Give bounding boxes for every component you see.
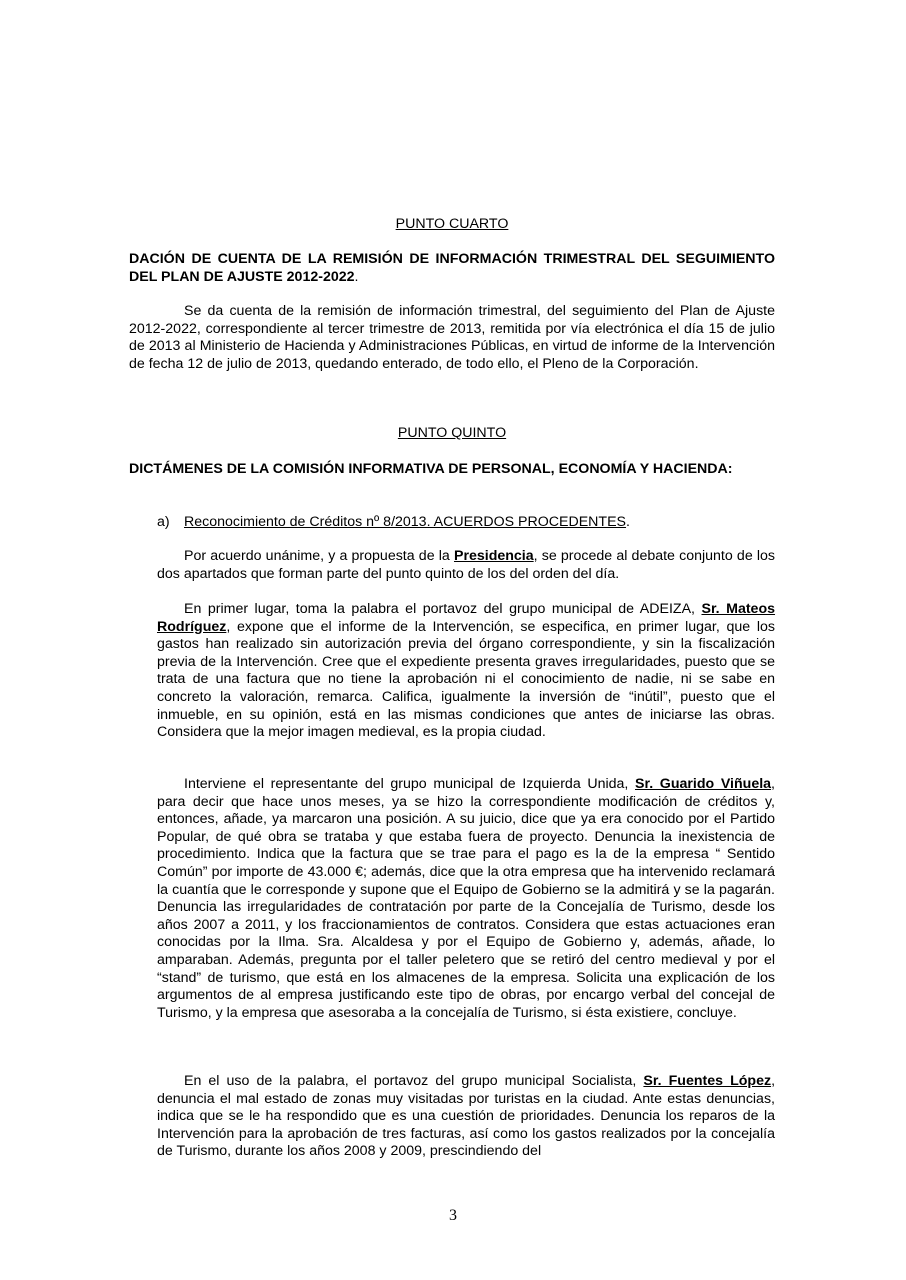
punto-cuarto-body: Se da cuenta de la remisión de información trimestral, del seguimiento del Plan de Ajuste 2012-2022, correspondiente al tercer trimestre de 2013, remitida por vía electrónica el día 15 de julio de 2013 al Ministerio de Hacienda y Administraciones Públicas, en virtud de informe de la Intervención de fecha 12 de julio de 2013, quedando enterado, de todo ello, el Pleno de la Corporación. [129,303,775,372]
punto-cuarto-title [129,251,775,286]
paragraph-guarido [157,776,775,1022]
paragraph-fuentes [157,1073,775,1161]
punto-quinto-heading: PUNTO QUINTO [397,425,507,441]
p1-text-a: Por acuerdo unánime, y a propuesta de la [184,548,454,564]
p2-text-a: En primer lugar, toma la palabra el portavoz del grupo municipal de ADEIZA, [184,601,702,617]
paragraph-presidencia [157,548,775,583]
p2-text-b: , expone que el informe de la Intervención, se especifica, en primer lugar, que los gastos han realizado sin autorización previa del órgano correspondiente, y sin la fiscalización previa de la Intervención. Cree que el expediente presenta graves irregularidades, puesto que se trata de una factura que no tiene la aprobación ni el conocimiento de nadie, ni se sabe en concreto la valoración, remarca. Califica, igualmente la inversión de “inútil”, puesto que el inmueble, en su opinión, está en las mismas condiciones que antes de iniciarse las obras. Considera que la mejor imagen medieval, es la propia ciudad. [157,618,775,741]
list-item-a [184,514,775,532]
list-item-a-end: . [626,514,630,530]
punto-cuarto-title-text: DACIÓN DE CUENTA DE LA REMISIÓN DE INFORMACIÓN TRIMESTRAL DEL SEGUIMIENTO DEL PLAN DE AJUSTE 2012-2022 [129,251,775,285]
p4-text-b: , denuncia el mal estado de zonas muy visitadas por turistas en la ciudad. Ante estas denuncias, indica que se le ha respondido que es una cuestión de prioridades. Denuncia los reparos de la Intervención para la aprobación de tres facturas, así como los gastos realizados por la concejalía de Turismo, durante los años 2008 y 2009, prescindiendo del [157,1073,776,1160]
speaker-presidencia: Presidencia [453,548,534,564]
page-number: 3 [449,1207,457,1224]
p3-text-b: , para decir que hace unos meses, ya se hizo la correspondiente modificación de créditos y, entonces, añade, ya marcaron una posición. A su juicio, dice que ya era conocido por el Partido Popular, de qué obra se trataba y que estaba fuera de proyecto. Denuncia la inexistencia de procedimiento. Indica que la factura que se trae para el pago es la de la empresa “ Sentido Común” por importe de 43.000 €; además, dice que la otra empresa que ha intervenido reclamará la cuantía que le corresponde y supone que el Equipo de Gobierno se la admitirá y se la pagarán. Denuncia las irregularidades de contratación por parte de la Concejalía de Turismo, desde los años 2007 a 2011, y los fraccionamientos de contratos. Considera que estas actuaciones eran conocidas por la Ilma. Sra. Alcaldesa y por el Equipo de Gobierno y, además, añade, lo amparaban. Además, pregunta por el taller peletero que se retiró del centro medieval y por el “stand” de turismo, que está en los almacenes de la empresa. Solicita una explicación de los argumentos de al empresa justificando este tipo de obras, por encargo verbal del concejal de Turismo, y la empresa que asesoraba a la concejalía de Turismo, si ésta existiere, concluye. [157,776,775,1021]
punto-cuarto-heading: PUNTO CUARTO [395,216,509,232]
punto-cuarto-title-end: . [354,268,359,285]
p1-text-b: , se procede al debate conjunto de los dos apartados que forman parte del punto quinto de los del orden del día. [157,548,776,582]
speaker-mateos: Sr. Mateos Rodríguez [157,601,776,635]
list-item-a-text: Reconocimiento de Créditos nº 8/2013. ACUERDOS PROCEDENTES [184,514,627,530]
punto-quinto-title: DICTÁMENES DE LA COMISIÓN INFORMATIVA DE PERSONAL, ECONOMÍA Y HACIENDA: [129,461,733,477]
paragraph-mateos [157,601,775,742]
speaker-fuentes: Sr. Fuentes López [643,1073,772,1089]
list-item-marker: a) [157,514,170,530]
speaker-guarido: Sr. Guarido Viñuela [635,776,772,792]
p4-text-a: En el uso de la palabra, el portavoz del grupo municipal Socialista, [184,1073,644,1089]
p3-text-a: Interviene el representante del grupo municipal de Izquierda Unida, [184,776,636,792]
